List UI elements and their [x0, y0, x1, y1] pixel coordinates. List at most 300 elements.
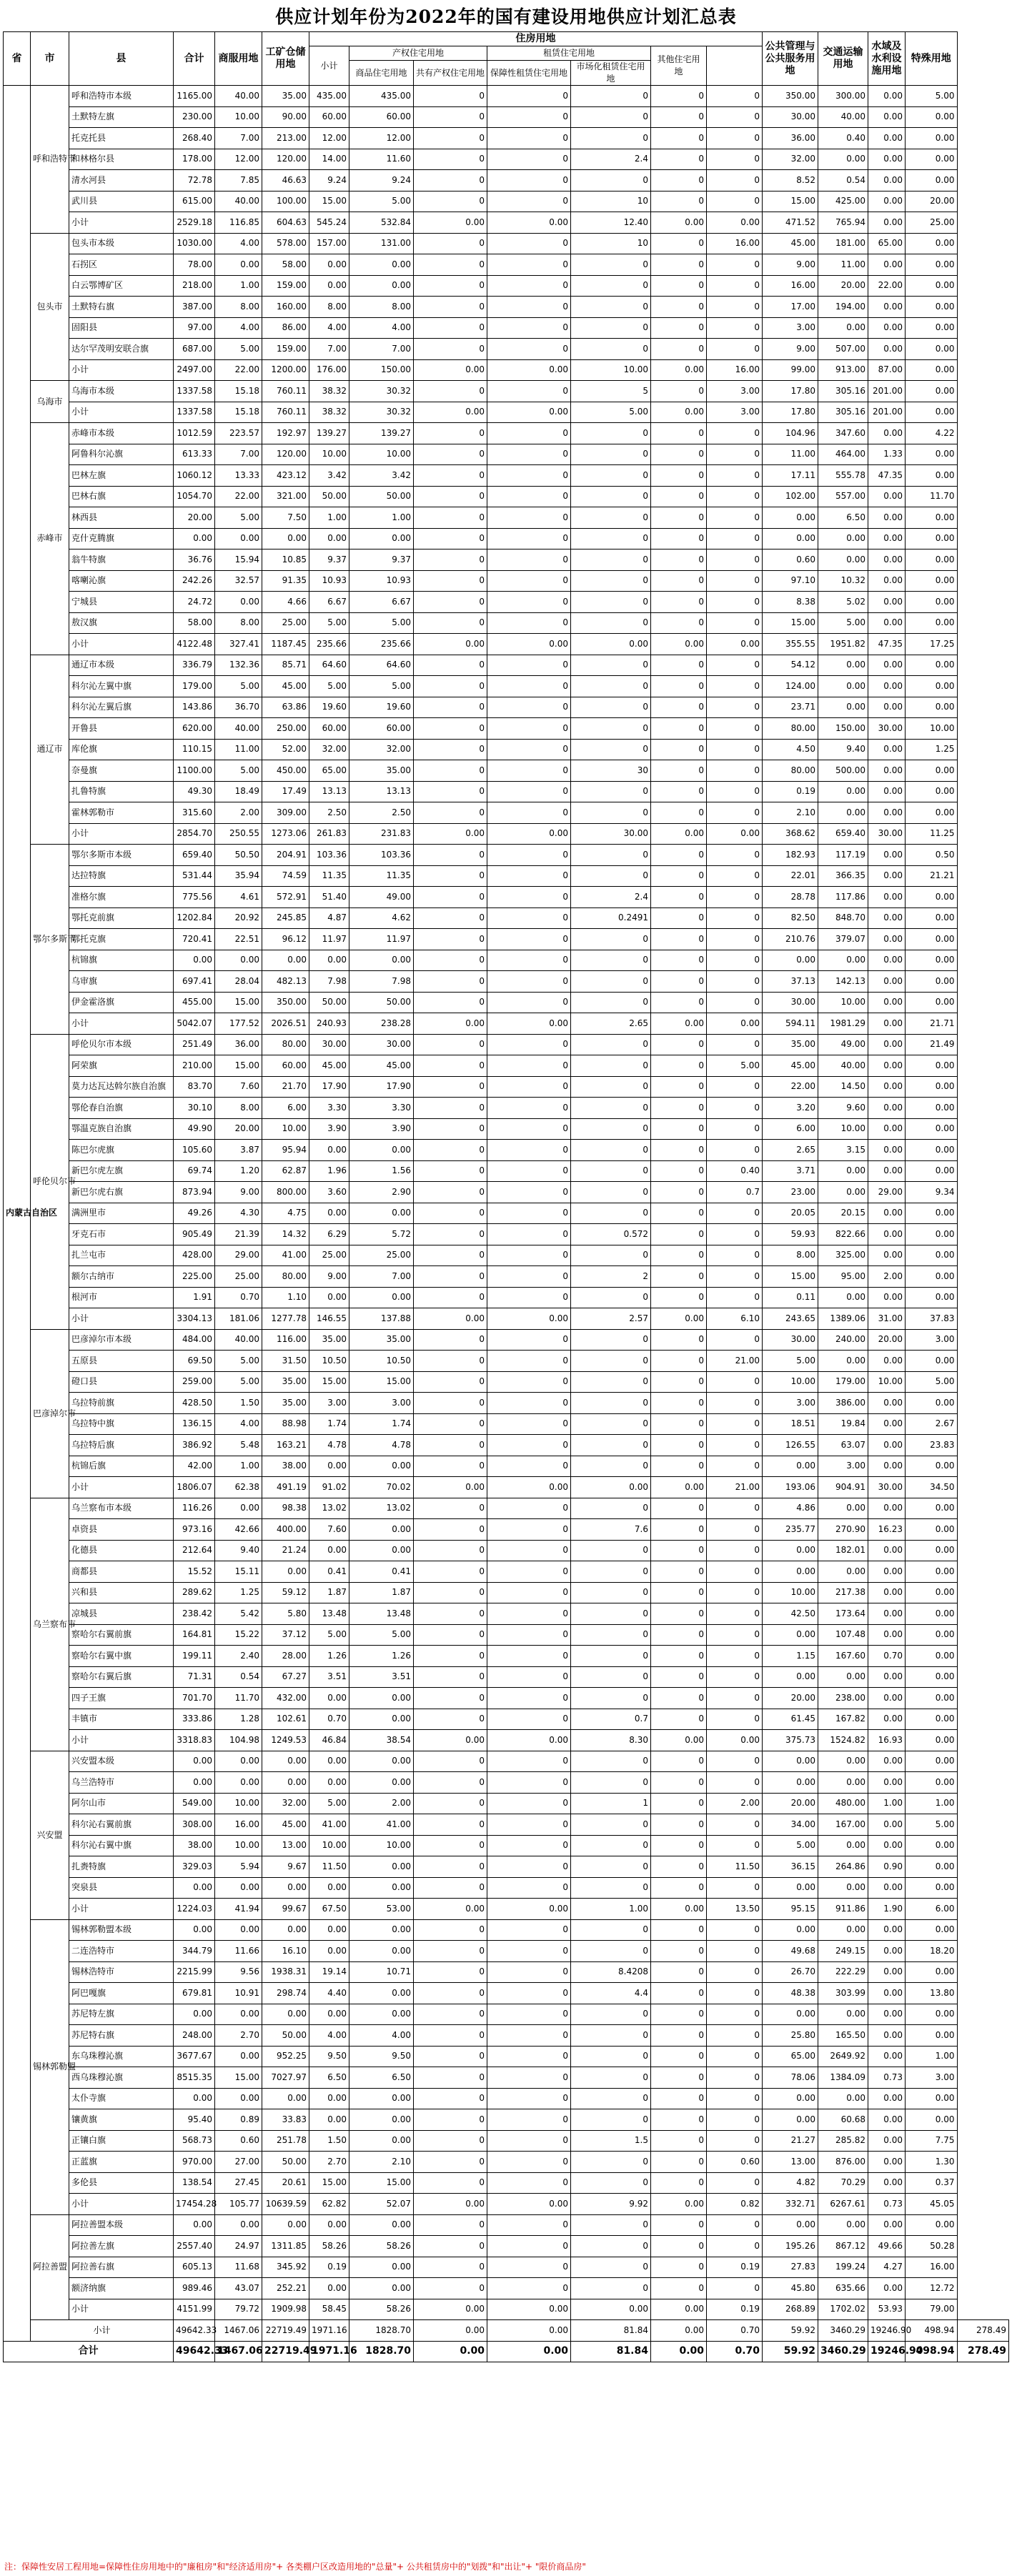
value-cell: 64.60	[349, 655, 414, 676]
value-cell: 86.00	[262, 317, 309, 339]
value-cell: 0	[707, 486, 763, 507]
value-cell: 9.50	[309, 2046, 349, 2067]
value-cell: 0.00	[906, 1203, 958, 1224]
value-cell: 0.00	[868, 845, 906, 866]
value-cell: 952.25	[262, 2046, 309, 2067]
county-cell: 喀喇沁旗	[69, 570, 174, 592]
value-cell: 0	[651, 1582, 707, 1603]
value-cell: 97.00	[174, 317, 215, 339]
value-cell: 27.45	[215, 2172, 262, 2194]
value-cell: 218.00	[174, 275, 215, 297]
value-cell: 102.61	[262, 1709, 309, 1730]
value-cell: 0.00	[906, 781, 958, 802]
value-cell: 0.00	[868, 1140, 906, 1161]
value-cell: 0.00	[763, 2004, 818, 2025]
value-cell: 0.00	[487, 1899, 571, 1920]
value-cell: 455.00	[174, 992, 215, 1013]
value-cell: 336.79	[174, 655, 215, 676]
value-cell: 0	[707, 655, 763, 676]
value-cell: 0.00	[868, 1351, 906, 1372]
value-cell: 0	[651, 423, 707, 444]
value-cell: 532.84	[349, 212, 414, 234]
value-cell: 22.00	[215, 486, 262, 507]
value-cell: 0.00	[868, 1877, 906, 1899]
value-cell: 0	[707, 1561, 763, 1583]
value-cell: 0.00	[906, 676, 958, 697]
value-cell: 80.00	[763, 718, 818, 740]
value-cell: 333.86	[174, 1709, 215, 1730]
value-cell: 355.55	[763, 634, 818, 655]
value-cell: 62.87	[262, 1160, 309, 1182]
county-cell: 乌拉特后旗	[69, 1435, 174, 1456]
value-cell: 7.85	[215, 170, 262, 192]
value-cell: 0	[414, 2088, 487, 2109]
value-cell: 28.00	[262, 1646, 309, 1667]
value-cell: 0	[707, 2236, 763, 2257]
value-cell: 0	[651, 1814, 707, 1836]
value-cell: 37.13	[763, 971, 818, 993]
value-cell: 0	[487, 2109, 571, 2131]
value-cell: 15.22	[215, 1624, 262, 1646]
value-cell: 17.90	[349, 1076, 414, 1098]
value-cell: 79.72	[215, 2299, 262, 2320]
value-cell: 0	[571, 507, 651, 529]
value-cell: 30.00	[349, 1034, 414, 1055]
value-cell: 0.00	[906, 2004, 958, 2025]
value-cell: 59.12	[262, 1582, 309, 1603]
value-cell: 0	[571, 1329, 651, 1351]
value-cell: 0	[651, 1919, 707, 1941]
value-cell: 0.00	[868, 950, 906, 971]
value-cell: 0.00	[487, 2320, 571, 2342]
value-cell: 2.10	[763, 802, 818, 824]
value-cell: 0	[414, 950, 487, 971]
value-cell: 7.00	[215, 444, 262, 465]
value-cell: 0	[651, 845, 707, 866]
value-cell: 22.00	[215, 359, 262, 381]
value-cell: 12.00	[215, 149, 262, 170]
page-title: 供应计划年份为2022年的国有建设用地供应计划汇总表	[275, 6, 737, 27]
value-cell: 0.00	[868, 507, 906, 529]
value-cell: 0.00	[651, 1477, 707, 1498]
value-cell: 9.60	[818, 1098, 868, 1119]
value-cell: 0	[414, 570, 487, 592]
value-cell: 450.00	[262, 760, 309, 782]
value-cell: 20.00	[906, 191, 958, 212]
value-cell: 300.00	[818, 86, 868, 107]
value-cell: 8.52	[763, 170, 818, 192]
value-cell: 179.00	[174, 676, 215, 697]
value-cell: 9.37	[349, 549, 414, 571]
value-cell: 0	[414, 2214, 487, 2236]
value-cell: 0	[651, 1688, 707, 1709]
value-cell: 0.00	[868, 1203, 906, 1224]
table-row	[4, 465, 1009, 487]
value-cell: 49.26	[174, 1203, 215, 1224]
value-cell: 0	[414, 2172, 487, 2194]
value-cell: 1.00	[215, 275, 262, 297]
value-cell: 0	[414, 1519, 487, 1541]
value-cell: 0	[651, 275, 707, 297]
value-cell: 0.00	[868, 254, 906, 276]
value-cell: 3.00	[349, 1393, 414, 1414]
value-cell: 0	[571, 718, 651, 740]
value-cell: 90.00	[262, 106, 309, 128]
value-cell: 222.29	[818, 1961, 868, 1983]
value-cell: 2.00	[868, 1266, 906, 1288]
value-cell: 428.50	[174, 1393, 215, 1414]
table-row	[4, 1646, 1009, 1667]
value-cell: 1.26	[349, 1646, 414, 1667]
value-cell: 0.00	[349, 1983, 414, 2004]
value-cell: 873.94	[174, 1182, 215, 1203]
value-cell: 3.42	[309, 465, 349, 487]
value-cell: 432.00	[262, 1688, 309, 1709]
value-cell: 0	[651, 760, 707, 782]
county-cell: 突泉县	[69, 1877, 174, 1899]
value-cell: 5.00	[309, 676, 349, 697]
value-cell: 0.00	[414, 1477, 487, 1498]
value-cell: 0	[487, 1941, 571, 1962]
table-row	[4, 1203, 1009, 1224]
value-cell: 4.00	[215, 233, 262, 254]
county-cell: 阿尔山市	[69, 1793, 174, 1814]
value-cell: 60.00	[349, 106, 414, 128]
value-cell: 0	[414, 739, 487, 760]
value-cell: 36.00	[763, 128, 818, 149]
value-cell: 1806.07	[174, 1477, 215, 1498]
value-cell: 0.00	[309, 1941, 349, 1962]
value-cell: 0	[414, 907, 487, 929]
value-cell: 5042.07	[174, 1013, 215, 1035]
value-cell: 49642.33	[174, 2320, 215, 2342]
value-cell: 20.00	[763, 1793, 818, 1814]
value-cell: 0.00	[818, 1772, 868, 1794]
value-cell: 0	[651, 1603, 707, 1625]
value-cell: 31.50	[262, 1351, 309, 1372]
value-cell: 0	[414, 1877, 487, 1899]
table-row	[4, 275, 1009, 297]
value-cell: 0	[707, 191, 763, 212]
value-cell: 0	[651, 2067, 707, 2089]
value-cell: 0.00	[868, 212, 906, 234]
value-cell: 491.19	[262, 1477, 309, 1498]
value-cell: 0.00	[487, 402, 571, 423]
value-cell: 13.80	[906, 1983, 958, 2004]
table-row	[4, 971, 1009, 993]
value-cell: 15.00	[763, 1266, 818, 1288]
value-cell: 0.00	[818, 802, 868, 824]
value-cell: 0	[707, 1034, 763, 1055]
value-cell: 0	[571, 2257, 651, 2278]
value-cell: 0	[487, 781, 571, 802]
value-cell: 0	[414, 1055, 487, 1077]
value-cell: 12.00	[309, 128, 349, 149]
value-cell: 268.89	[763, 2299, 818, 2320]
table-row	[4, 1393, 1009, 1414]
value-cell: 0	[651, 1098, 707, 1119]
value-cell: 8.30	[571, 1730, 651, 1751]
value-cell: 0.00	[215, 1751, 262, 1772]
value-cell: 7.00	[349, 339, 414, 360]
value-cell: 0	[487, 1835, 571, 1856]
value-cell: 9.40	[215, 1540, 262, 1561]
table-row	[4, 170, 1009, 192]
value-cell: 0	[707, 1961, 763, 1983]
city-cell: 赤峰市	[31, 423, 69, 655]
value-cell: 41.00	[309, 1814, 349, 1836]
value-cell: 10.00	[349, 444, 414, 465]
value-cell: 0	[651, 86, 707, 107]
county-cell: 和林格尔县	[69, 149, 174, 170]
value-cell: 500.00	[818, 760, 868, 782]
value-cell: 0	[571, 1561, 651, 1583]
value-cell: 2	[571, 1266, 651, 1288]
county-cell: 化德县	[69, 1540, 174, 1561]
value-cell: 0	[571, 1203, 651, 1224]
value-cell: 36.70	[215, 697, 262, 718]
value-cell: 240.00	[818, 1329, 868, 1351]
value-cell: 42.50	[763, 1603, 818, 1625]
value-cell: 0	[707, 1814, 763, 1836]
value-cell: 0.00	[215, 592, 262, 613]
value-cell: 2.70	[309, 2152, 349, 2173]
value-cell: 11.50	[707, 1856, 763, 1878]
city-cell: 呼伦贝尔市	[31, 1034, 69, 1329]
value-cell: 0	[707, 1371, 763, 1393]
value-cell: 0.00	[868, 1413, 906, 1435]
value-cell: 21.24	[262, 1540, 309, 1561]
value-cell: 0	[651, 1751, 707, 1772]
value-cell: 15.00	[309, 1371, 349, 1393]
value-cell: 0	[651, 170, 707, 192]
value-cell: 0	[707, 170, 763, 192]
county-cell: 林西县	[69, 507, 174, 529]
value-cell: 0.00	[868, 1245, 906, 1266]
value-cell: 50.28	[906, 2236, 958, 2257]
county-cell: 察哈尔右翼中旗	[69, 1646, 174, 1667]
county-cell: 克什克腾旗	[69, 528, 174, 549]
value-cell: 0	[651, 191, 707, 212]
value-cell: 0	[487, 1646, 571, 1667]
value-cell: 0	[707, 971, 763, 993]
value-cell: 23.83	[906, 1435, 958, 1456]
value-cell: 0.00	[906, 1772, 958, 1794]
value-cell: 0.00	[349, 1856, 414, 1878]
value-cell: 5.00	[349, 676, 414, 697]
county-cell: 包头市本级	[69, 233, 174, 254]
value-cell: 0	[414, 1582, 487, 1603]
value-cell: 19.14	[309, 1961, 349, 1983]
value-cell: 0	[651, 1709, 707, 1730]
table-row	[4, 865, 1009, 887]
value-cell: 0.19	[763, 781, 818, 802]
value-cell: 0.00	[262, 1877, 309, 1899]
value-cell: 0	[487, 2152, 571, 2173]
value-cell: 0	[571, 549, 651, 571]
value-cell: 70.29	[818, 2172, 868, 2194]
value-cell: 13.33	[215, 465, 262, 487]
value-cell: 298.74	[262, 1983, 309, 2004]
value-cell: 0	[571, 1055, 651, 1077]
value-cell: 16.00	[763, 275, 818, 297]
value-cell: 0	[414, 971, 487, 993]
value-cell: 22.00	[763, 1076, 818, 1098]
header-county: 县	[69, 32, 174, 86]
value-cell: 0	[414, 1666, 487, 1688]
county-cell: 小计	[69, 359, 174, 381]
value-cell: 5.48	[215, 1435, 262, 1456]
value-cell: 0.00	[174, 2088, 215, 2109]
city-cell: 巴彦淖尔市	[31, 1329, 69, 1498]
value-cell: 0	[651, 1140, 707, 1161]
value-cell: 0.00	[868, 781, 906, 802]
value-cell: 0	[487, 1688, 571, 1709]
value-cell: 96.12	[262, 929, 309, 950]
value-cell: 4.75	[262, 1203, 309, 1224]
value-cell: 11.00	[215, 739, 262, 760]
value-cell: 0	[571, 2172, 651, 2194]
value-cell: 1.74	[309, 1413, 349, 1435]
value-cell: 0.00	[906, 1624, 958, 1646]
value-cell: 136.15	[174, 1413, 215, 1435]
value-cell: 1.10	[262, 1287, 309, 1308]
value-cell: 0.00	[215, 254, 262, 276]
value-cell: 58.00	[174, 612, 215, 634]
table-row	[4, 402, 1009, 423]
value-cell: 0	[651, 507, 707, 529]
header-city: 市	[31, 32, 69, 86]
county-cell: 宁城县	[69, 592, 174, 613]
value-cell: 78.00	[174, 254, 215, 276]
value-cell: 0	[651, 1877, 707, 1899]
county-cell: 扎赉特旗	[69, 1856, 174, 1878]
value-cell: 81.84	[571, 2320, 651, 2342]
value-cell: 435.00	[349, 86, 414, 107]
value-cell: 13.50	[707, 1899, 763, 1920]
value-cell: 261.83	[309, 823, 349, 845]
value-cell: 0	[651, 549, 707, 571]
value-cell: 10.71	[349, 1961, 414, 1983]
county-cell: 新巴尔虎左旗	[69, 1160, 174, 1182]
value-cell: 0.00	[868, 1013, 906, 1035]
value-cell: 0.00	[818, 950, 868, 971]
value-cell: 2.40	[215, 1646, 262, 1667]
value-cell: 0	[651, 2004, 707, 2025]
value-cell: 0.00	[818, 1182, 868, 1203]
value-cell: 0.00	[487, 634, 571, 655]
value-cell: 0	[487, 2067, 571, 2089]
value-cell: 0.00	[906, 149, 958, 170]
table-row	[4, 2172, 1009, 2194]
value-cell: 0.00	[349, 1877, 414, 1899]
value-cell: 0	[707, 297, 763, 318]
value-cell: 0.00	[906, 1098, 958, 1119]
value-cell: 217.38	[818, 1582, 868, 1603]
value-cell: 0.00	[906, 1646, 958, 1667]
value-cell: 17.11	[763, 465, 818, 487]
city-cell: 锡林郭勒盟	[31, 1919, 69, 2214]
value-cell: 24.72	[174, 592, 215, 613]
value-cell: 0	[414, 1413, 487, 1435]
value-cell: 27.83	[763, 2257, 818, 2278]
value-cell: 0	[414, 2046, 487, 2067]
value-cell: 0	[651, 1624, 707, 1646]
value-cell: 223.57	[215, 423, 262, 444]
value-cell: 0	[487, 2257, 571, 2278]
value-cell: 3.51	[349, 1666, 414, 1688]
value-cell: 911.86	[818, 1899, 868, 1920]
value-cell: 242.26	[174, 570, 215, 592]
value-cell: 0	[571, 1371, 651, 1393]
table-row	[4, 1603, 1009, 1625]
value-cell: 2.10	[349, 2152, 414, 2173]
value-cell: 4.00	[309, 2025, 349, 2047]
value-cell: 0.00	[868, 1666, 906, 1688]
value-cell: 1.74	[349, 1413, 414, 1435]
value-cell: 46.84	[309, 1730, 349, 1751]
value-cell: 0	[707, 570, 763, 592]
value-cell: 48.38	[763, 1983, 818, 2004]
value-cell: 0	[487, 1182, 571, 1203]
value-cell: 0	[414, 2067, 487, 2089]
value-cell: 3460.29	[818, 2341, 868, 2362]
value-cell: 0	[571, 1666, 651, 1688]
value-cell: 0	[707, 1519, 763, 1541]
value-cell: 0	[707, 929, 763, 950]
table-row	[4, 570, 1009, 592]
value-cell: 0.00	[349, 950, 414, 971]
value-cell: 13.48	[349, 1603, 414, 1625]
county-cell: 阿拉善左旗	[69, 2236, 174, 2257]
value-cell: 2.50	[309, 802, 349, 824]
value-cell: 0.00	[349, 1203, 414, 1224]
value-cell: 11.00	[763, 444, 818, 465]
value-cell: 157.00	[309, 233, 349, 254]
value-cell: 0	[414, 1793, 487, 1814]
county-cell: 太仆寺旗	[69, 2088, 174, 2109]
value-cell: 0.00	[906, 381, 958, 402]
value-cell: 0.00	[349, 2109, 414, 2131]
value-cell: 11.25	[906, 823, 958, 845]
header-market-rental: 市场化租赁住宅用地	[571, 61, 651, 86]
value-cell: 0.00	[309, 1919, 349, 1941]
value-cell: 0.7	[707, 1182, 763, 1203]
table-row	[4, 1140, 1009, 1161]
value-cell: 0	[487, 1098, 571, 1119]
value-cell: 0.41	[349, 1561, 414, 1583]
value-cell: 38.00	[174, 1835, 215, 1856]
value-cell: 0.00	[349, 1919, 414, 1941]
value-cell: 0	[571, 2025, 651, 2047]
county-cell: 小计	[69, 212, 174, 234]
value-cell: 9.50	[349, 2046, 414, 2067]
value-cell: 0	[571, 1814, 651, 1836]
value-cell: 0	[414, 1329, 487, 1351]
value-cell: 80.00	[262, 1034, 309, 1055]
value-cell: 0	[414, 887, 487, 908]
header-housing-subtotal: 小计	[309, 46, 349, 86]
value-cell: 0	[707, 2172, 763, 2194]
value-cell: 0.00	[818, 697, 868, 718]
table-row	[4, 1308, 1009, 1330]
value-cell: 0	[707, 992, 763, 1013]
value-cell: 0	[571, 1941, 651, 1962]
value-cell: 0.00	[906, 1835, 958, 1856]
value-cell: 0.00	[309, 528, 349, 549]
value-cell: 0	[414, 297, 487, 318]
value-cell: 329.03	[174, 1856, 215, 1878]
